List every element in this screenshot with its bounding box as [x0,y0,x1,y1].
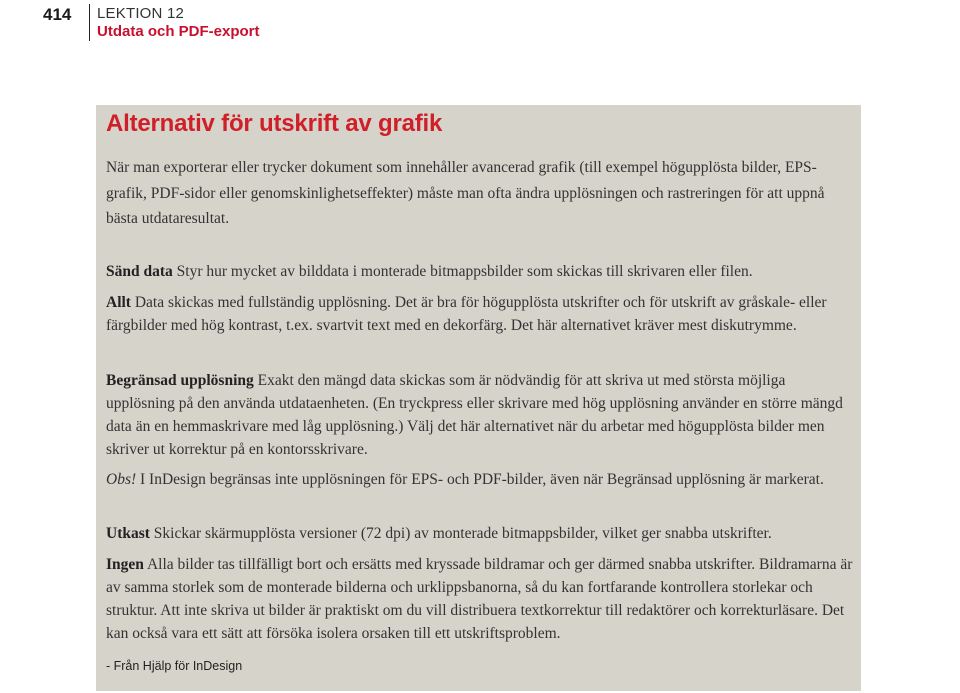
option-text: Exakt den mängd data skickas som är nödvändig för att skriva ut med största möjliga upplösning på den använda utdataenheten. (En tryckpress eller skrivare med hög upplösning använder en större mängd data än en hemmaskrivare med låg upplösning.) Välj det här alternativet när du arbetar med högupplösta bilder men skriver ut korrektur på en kontorsskrivare. [106,372,843,458]
option-term: Ingen [106,556,144,573]
option-limited-resolution [106,369,858,461]
page-header [0,0,400,44]
obs-label: Obs! [106,471,137,488]
option-send-data [106,260,858,283]
page-number: 414 [43,5,72,24]
header-divider [89,4,90,41]
sidebar-box [96,105,861,691]
option-proxy [106,522,858,545]
option-term: Sänd data [106,263,173,280]
box-title: Alternativ för utskrift av grafik [106,110,443,137]
option-none [106,553,858,645]
option-term: Begränsad upplösning [106,372,254,389]
obs-text: I InDesign begränsas inte upplösningen för EPS- och PDF-bilder, även när Begränsad upplösning är markerat. [140,471,824,488]
option-text: Styr hur mycket av bilddata i monterade bitmappsbilder som skickas till skrivaren eller filen. [176,263,753,280]
option-text: Skickar skärmupplösta versioner (72 dpi) av monterade bitmappsbilder, vilket ger snabba utskrifter. [153,525,772,542]
lesson-label: LEKTION 12 [97,5,185,22]
option-all [106,291,858,337]
intro-paragraph: När man exporterar eller trycker dokument som innehåller avancerad grafik (till exempel högupplösta bilder, EPS-grafik, PDF-sidor eller genomskinlighetseffekter) måste man ofta ändra upplösningen och rastreringen för att uppnå bästa utdataresultat. [106,159,825,227]
option-text: Alla bilder tas tillfälligt bort och ersätts med kryssade bildramar och ger därmed snabba utskrifter. Bildramarna är av samma storlek som de monterade bilderna och urklippsbanorna, så du kan fortfarande kontrollera storlekar och struktur. Att inte skriva ut bilder är praktiskt om du vill distribuera textkorrektur till redaktörer och korrekturläsare. Det kan också vara ett sätt att försöka isolera orsaken till ett utskriftsproblem. [106,556,853,642]
option-text: Data skickas med fullständig upplösning. Det är bra för högupplösta utskrifter och för utskrift av gråskale- eller färgbilder med hög kontrast, t.ex. svartvit text med en dekorfärg. Det här alternativet kräver mest diskutrymme. [106,294,827,334]
option-term: Allt [106,294,131,311]
option-term: Utkast [106,525,150,542]
source-attribution: - Från Hjälp för InDesign [106,659,243,673]
obs-note [106,468,858,491]
chapter-subtitle: Utdata och PDF-export [97,23,260,40]
